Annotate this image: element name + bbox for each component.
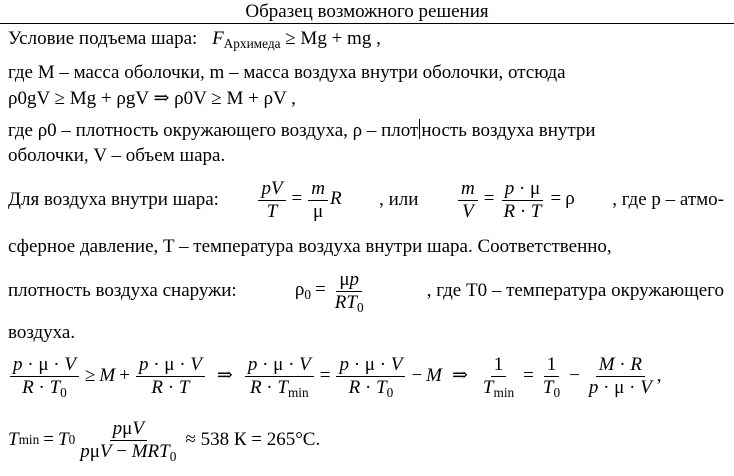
page-title: Образец возможного решения — [0, 0, 734, 24]
inequality-derivation: ρ0gV ≥ Mg + ρgV ⇒ ρ0V ≥ M + ρV , — [8, 88, 296, 109]
tmin-result: T min = T 0 $\frac{\text{pμV}}{p\mu V - MRT_0}$ ≈ 538 К = 265°С. — [8, 418, 321, 464]
lift-condition-line — [8, 28, 381, 50]
tmin-derivation: $\frac{p \cdot \mu \cdot V}{R \cdot T_0}$ ≥ M + $\frac{p \cdot \mu \cdot V}{R \cdot T}$ ⇒ $\frac{p \cdot \mu \cdot V}{R \cdot T_{min}}$ = $\frac{p \cdot \mu \cdot V}{R \cdot T_0}$ − M ⇒ $\frac{1}{T_{min}}$ = $\frac{1}{T_0}$ − $\frac{M \cdot R}{p \cdot \mu \cdot V}$ , — [8, 348, 662, 404]
gas-law-line — [8, 176, 724, 224]
density-formula-inner: $\frac{m}{V}$ = $\frac{p \cdot \mu}{R \cdot T}$ = ρ — [456, 178, 575, 222]
outer-density-line — [8, 266, 724, 316]
air-word-line: воздуха. — [8, 322, 76, 343]
derivation-comma: , — [656, 365, 662, 386]
lift-condition-label: Условие подъема шара: — [8, 28, 198, 49]
or-word: , или — [379, 189, 419, 210]
pressure-definition: , где p – атмо- — [612, 189, 724, 210]
lift-condition-formula: $F_{Архимеда} \ge Mg$ + mg , — [212, 28, 381, 51]
volume-definition-line: оболочки, V – объем шара. — [8, 145, 226, 166]
archimedes-subscript: Архимеда — [223, 35, 281, 51]
tmin-value: ≈ 538 К = 265°С. — [185, 429, 321, 450]
density-definition-part-a: где ρ0 – плотность окружающего воздуха, ρ – плот — [8, 120, 419, 141]
density-definition-part-b: ность воздуха внутри — [421, 120, 596, 141]
definitions-line: где M – масса оболочки, m – масса воздуха внутри оболочки, отсюда — [8, 62, 566, 83]
outer-density-formula: $\rho_0$ = $\frac{\mu p}{RT_0}$ — [294, 269, 364, 315]
density-definition-line — [8, 119, 596, 142]
lift-condition-rhs: ≥ Mg + mg , — [285, 28, 381, 49]
gas-law-formula: $\frac{pV}{T}$ = $\frac{m}{\mu}$ R — [256, 178, 341, 222]
gas-law-label: Для воздуха внутри шара: — [8, 189, 219, 210]
outer-density-label: плотность воздуха снаружи: — [8, 280, 237, 301]
outer-temperature-definition: , где T0 – температура окружающего — [426, 280, 724, 301]
temperature-definition-line: сферное давление, T – температура воздуха внутри шара. Соответственно, — [8, 236, 612, 257]
